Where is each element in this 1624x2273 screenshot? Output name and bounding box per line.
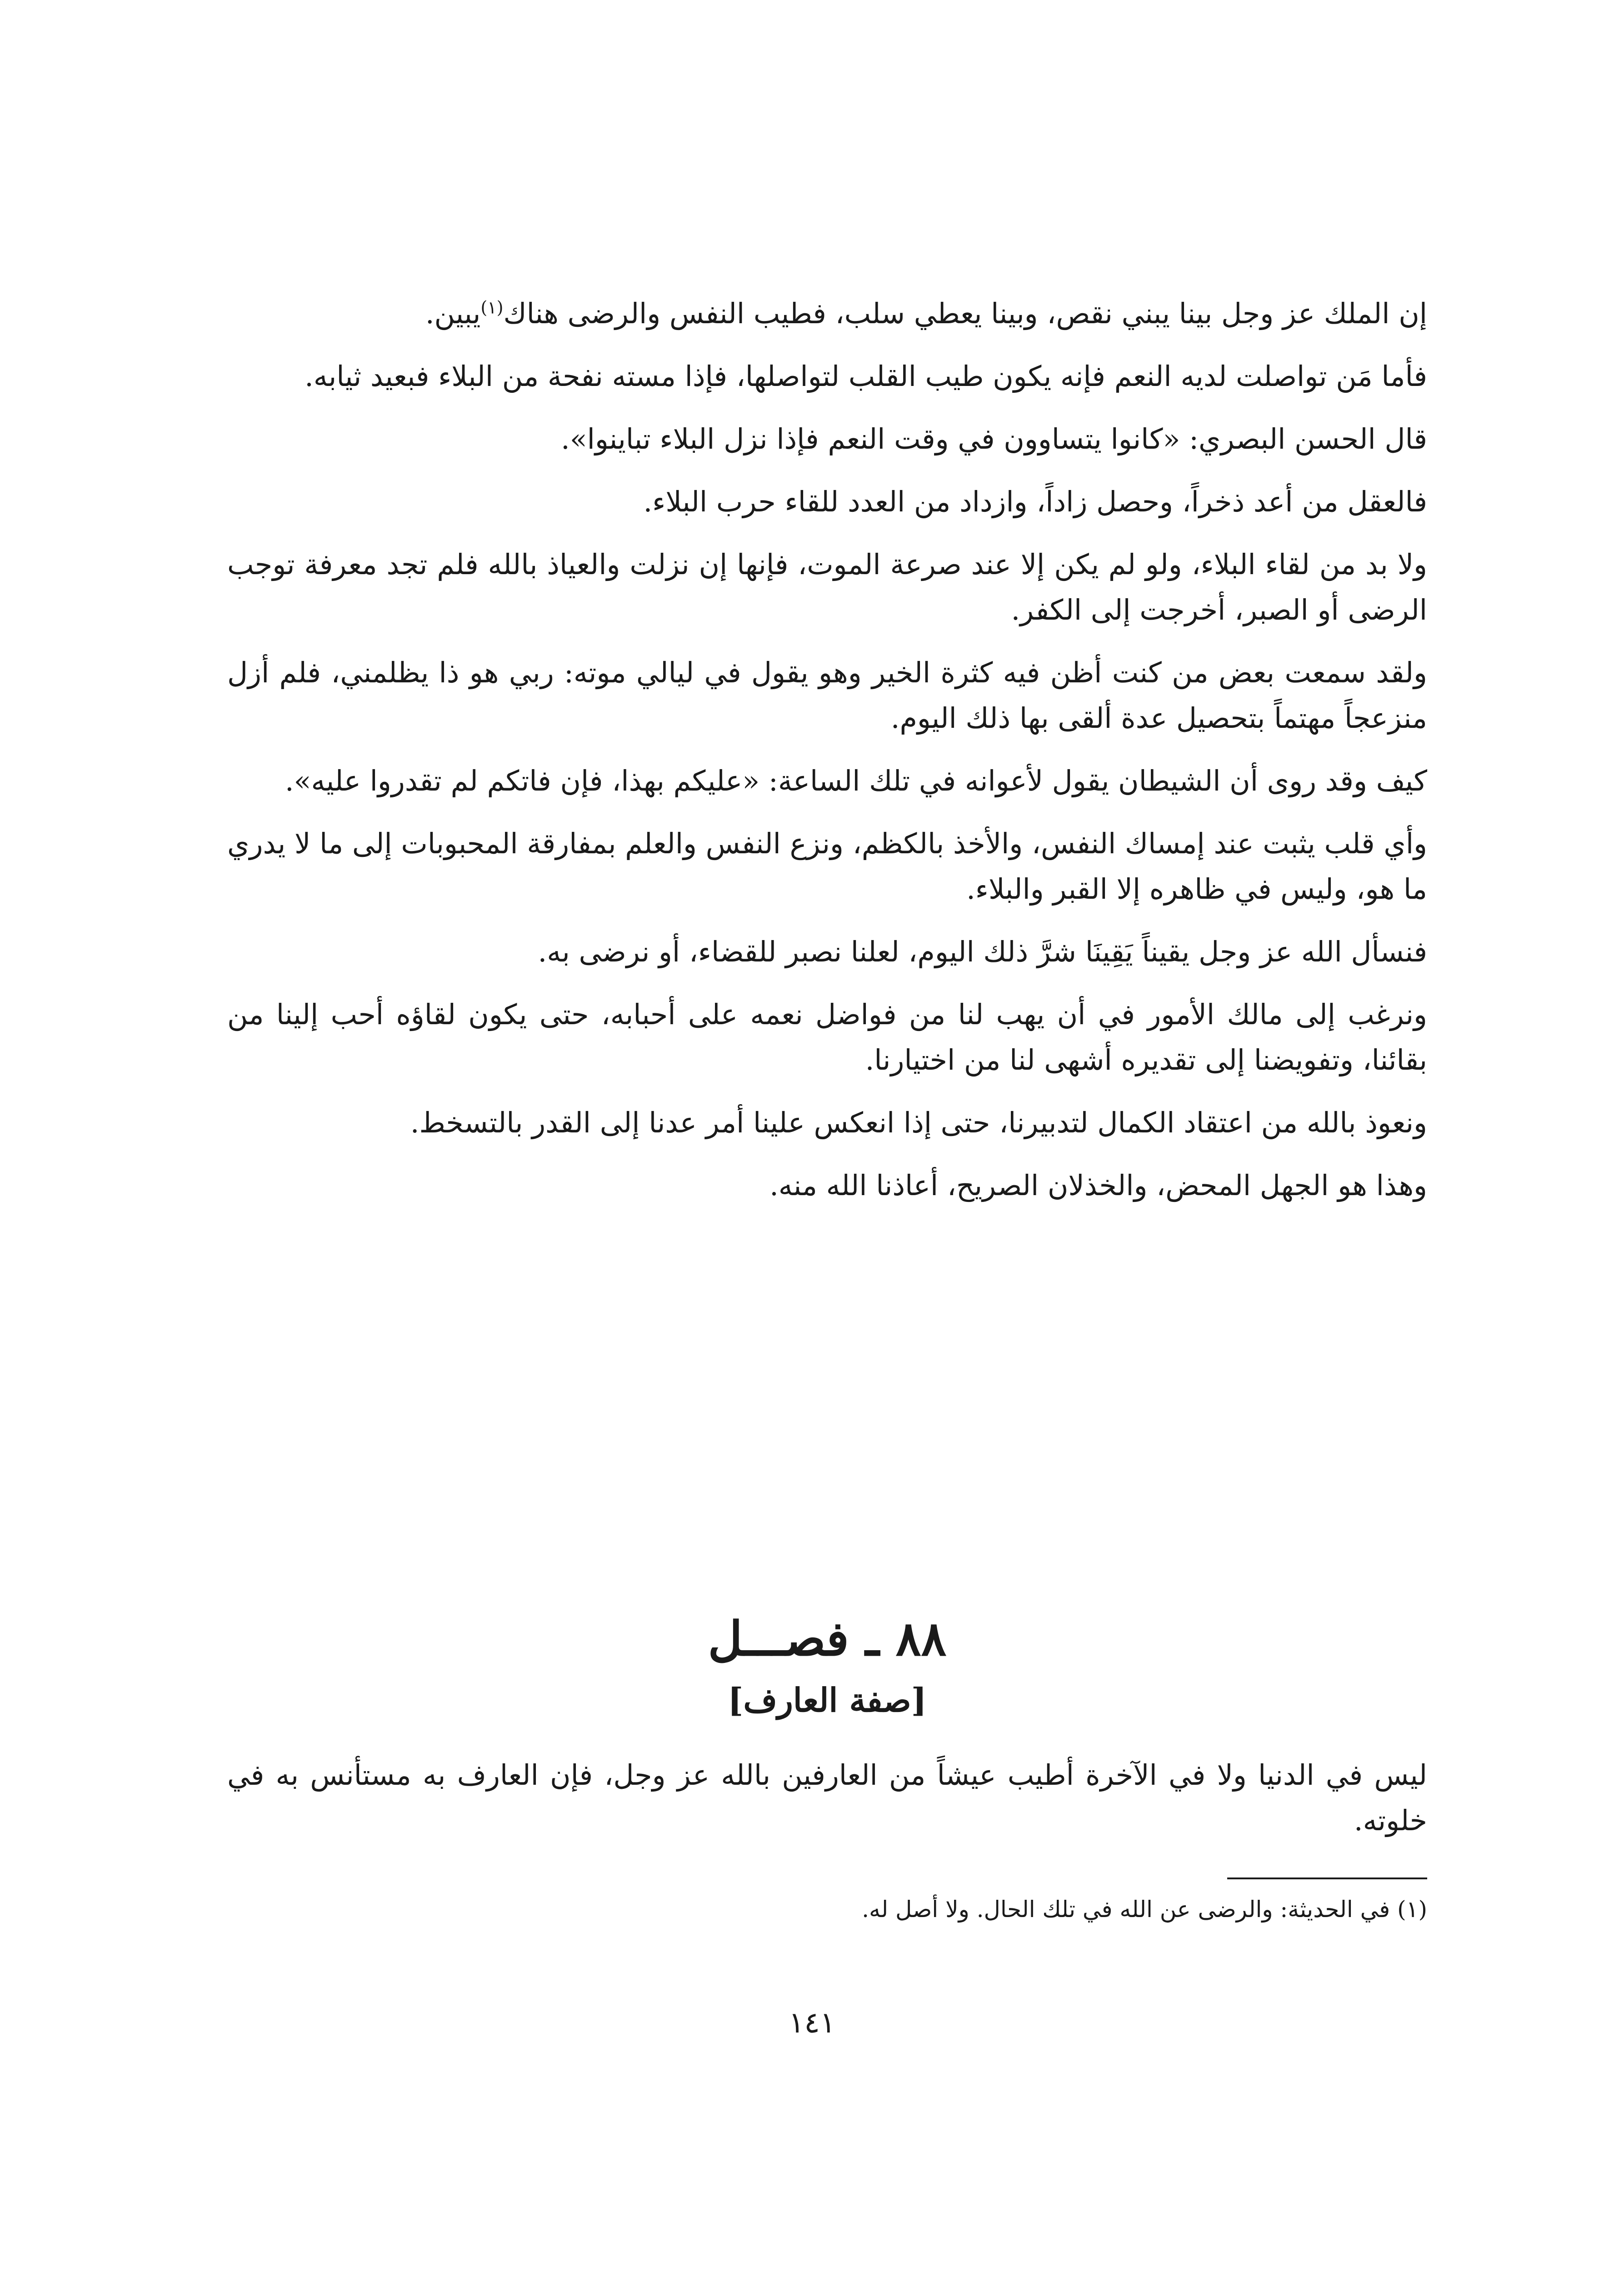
footnote-marker: (١) [480,297,504,318]
paragraph-1 [227,291,1427,336]
footnote-divider [1227,1877,1427,1879]
paragraph-4: فالعقل من أعد ذخراً، وحصل زاداً، وازداد من العدد للقاء حرب البلاء. [643,485,1427,518]
paragraph-10: ونرغب إلى مالك الأمور في أن يهب لنا من فواضل نعمه على أحبابه، حتى يكون لقاؤه أحب إلينا من بقائنا، وتفويضنا إلى تقديره أشهى لنا من اختيارنا. [227,998,1427,1076]
body-text [227,291,1427,1226]
footnote-number: (١) [1397,1896,1427,1923]
paragraph-9: فنسأل الله عز وجل يقيناً يَقِينَا شرَّ ذلك اليوم، لعلنا نصبر للقضاء، أو نرضى به. [538,935,1427,968]
paragraph-7: كيف وقد روى أن الشيطان يقول لأعوانه في تلك الساعة: «عليكم بهذا، فإن فاتكم لم تقدروا عليه». [285,764,1427,797]
paragraph-2: فأما مَن تواصلت لديه النعم فإنه يكون طيب القلب لتواصلها، فإذا مسته نفحة من البلاء فبعيد ثيابه. [305,360,1427,393]
footnote [227,1891,1427,1928]
paragraph-11: ونعوذ بالله من اعتقاد الكمال لتدبيرنا، حتى إذا انعكس علينا أمر عدنا إلى القدر بالتسخط. [410,1106,1427,1139]
page-number: ١٤١ [788,2006,836,2040]
paragraph-8: وأي قلب يثبت عند إمساك النفس، والأخذ بالكظم، ونزع النفس والعلم بمفارقة المحبوبات إلى ما لا يدري ما هو، وليس في ظاهره إلا القبر والبلاء. [227,827,1427,906]
paragraph-3: قال الحسن البصري: «كانوا يتساوون في وقت النعم فإذا نزل البلاء تباينوا». [561,422,1427,456]
paragraph-12: وهذا هو الجهل المحض، والخذلان الصريح، أعاذنا الله منه. [770,1169,1427,1202]
section-subheading: [صفة العارف] [728,1681,927,1719]
paragraph-1-text: إن الملك عز وجل بينا يبني نقص، وبينا يعطي سلب، فطيب النفس والرضى هناك [503,297,1427,330]
paragraph-5: ولا بد من لقاء البلاء، ولو لم يكن إلا عند صرعة الموت، فإنها إن نزلت والعياذ بالله فلم تجد معرفة توجب الرضى أو الصبر، أخرجت إلى الكفر. [227,548,1428,626]
section-paragraph: ليس في الدنيا ولا في الآخرة أطيب عيشاً من العارفين بالله عز وجل، فإن العارف به مستأنس به في خلوته. [227,1758,1427,1837]
paragraph-6: ولقد سمعت بعض من كنت أظن فيه كثرة الخير وهو يقول في ليالي موته: ربي هو ذا يظلمني، فلم أزل منزعجاً مهتماً بتحصيل عدة ألقى بها ذلك اليوم. [227,656,1427,735]
footnote-text: في الحديثة: والرضى عن الله في تلك الحال. ولا أصل له. [862,1896,1390,1923]
paragraph-1-tail: يبين. [425,297,481,330]
section-heading: ٨٨ ـ فصـــل [708,1611,947,1667]
